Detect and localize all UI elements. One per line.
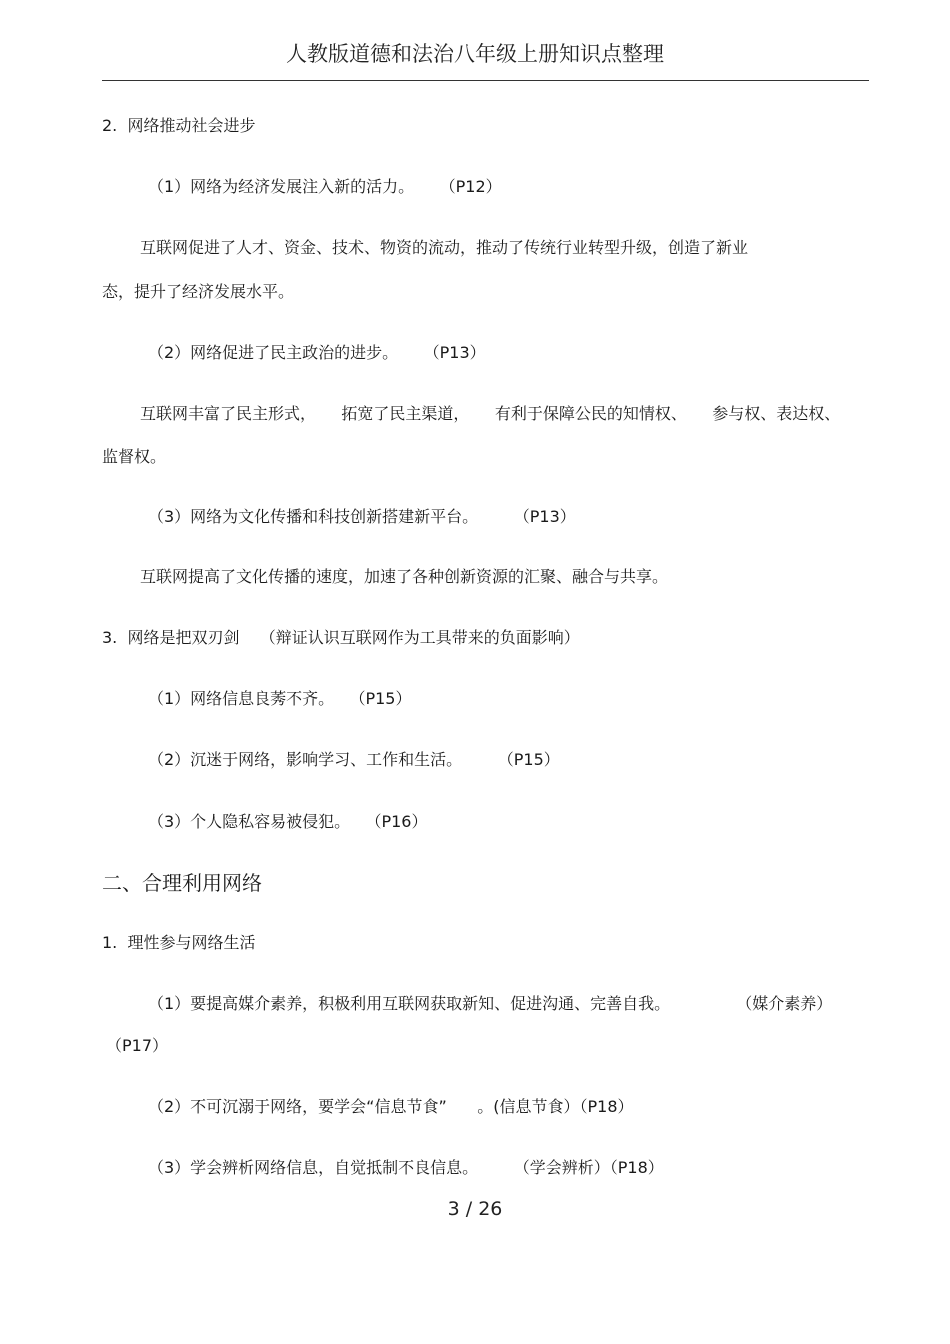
item-2-2: （2）网络促进了民主政治的进步。 （P13）: [148, 343, 486, 362]
item-2-3-paragraph: 互联网提高了文化传播的速度，加速了各种创新资源的汇聚、融合与共享。: [140, 567, 669, 586]
item-3-3: （3）个人隐私容易被侵犯。 （P16）: [148, 812, 428, 831]
item-2-3: （3）网络为文化传播和科技创新搭建新平台。 （P13）: [148, 507, 576, 526]
item-3-heading: 3. 网络是把双刃剑 （辩证认识互联网作为工具带来的负面影响）: [102, 628, 580, 647]
item-2-1-paragraph: 互联网促进了人才、资金、技术、物资的流动，推动了传统行业转型升级，创造了新业: [140, 238, 749, 257]
section-2-item-1-1: （1）要提高媒介素养，积极利用互联网获取新知、促进沟通、完善自我。 （媒介素养）: [148, 994, 833, 1013]
header-divider: [102, 80, 869, 81]
section-2-item-1-heading: 1. 理性参与网络生活: [102, 933, 256, 952]
item-2-1: （1）网络为经济发展注入新的活力。 （P12）: [148, 177, 502, 196]
section-2-item-1-3: （3）学会辨析网络信息，自觉抵制不良信息。 （学会辨析）（P18）: [148, 1158, 664, 1177]
item-3-2: （2）沉迷于网络，影响学习、工作和生活。 （P15）: [148, 750, 560, 769]
section-2-item-1-1-cont: （P17）: [106, 1036, 169, 1055]
item-2-2-paragraph-cont: 监督权。: [102, 447, 167, 466]
section-2-item-1-2: （2）不可沉溺于网络，要学会“信息节食” 。(信息节食）（P18）: [148, 1097, 634, 1116]
page-number: 3 / 26: [447, 1198, 503, 1220]
item-2-2-paragraph: 互联网丰富了民主形式， 拓宽了民主渠道， 有利于保障公民的知情权、 参与权、表达权、: [140, 404, 841, 423]
page-header-title: 人教版道德和法治八年级上册知识点整理: [286, 42, 664, 66]
section-2-title: 二、合理利用网络: [102, 871, 262, 895]
item-2-heading: 2. 网络推动社会进步: [102, 116, 256, 135]
item-2-1-paragraph-cont: 态，提升了经济发展水平。: [102, 282, 295, 301]
item-3-1: （1）网络信息良莠不齐。 （P15）: [148, 689, 412, 708]
